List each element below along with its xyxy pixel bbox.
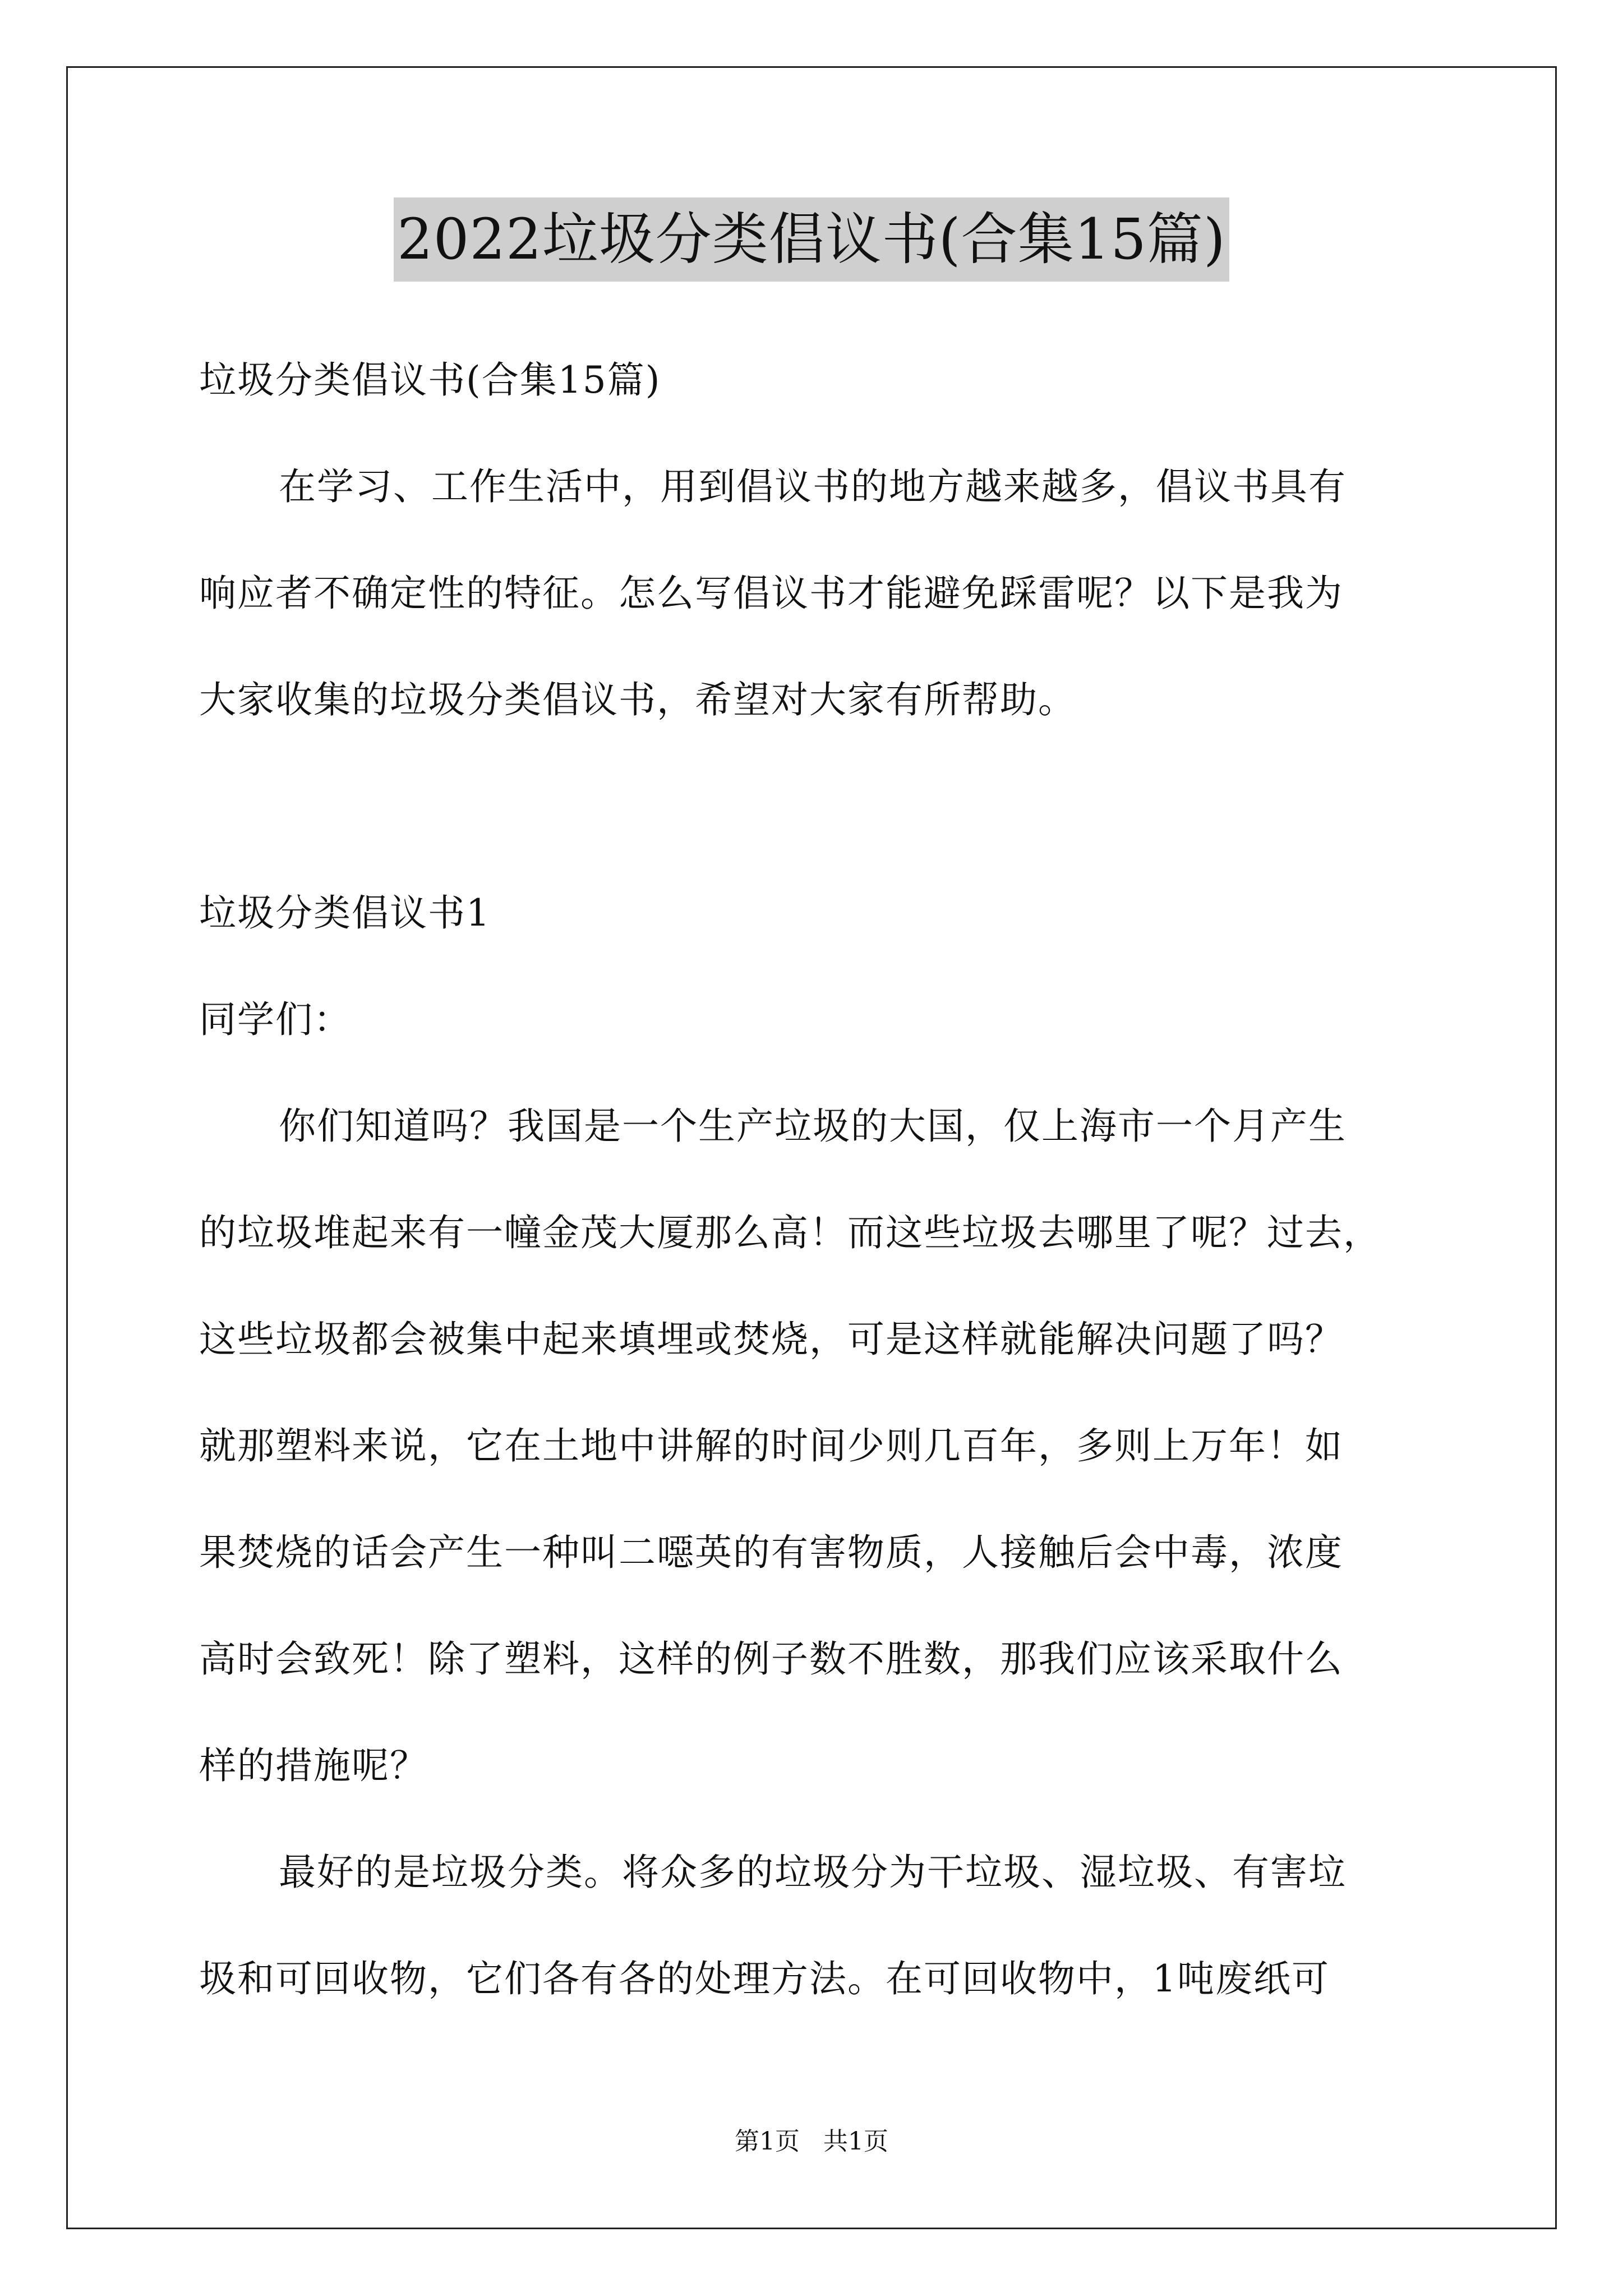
- paragraph1-line-4: 就那塑料来说，它在土地中讲解的时间少则几百年，多则上万年！如: [199, 1424, 1343, 1467]
- paragraph1-line-3: 这些垃圾都会被集中起来填埋或焚烧，可是这样就能解决问题了吗？: [199, 1318, 1343, 1361]
- intro-line-3: 大家收集的垃圾分类倡议书，希望对大家有所帮助。: [199, 678, 1076, 721]
- paragraph1-line-5: 果焚烧的话会产生一种叫二噁英的有害物质，人接触后会中毒，浓度: [199, 1531, 1343, 1574]
- intro-line-1: 在学习、工作生活中，用到倡议书的地方越来越多，倡议书具有: [279, 465, 1347, 508]
- salutation: 同学们：: [199, 998, 352, 1041]
- paragraph1-line-7: 样的措施呢？: [199, 1744, 428, 1787]
- intro-line-2: 响应者不确定性的特征。怎么写倡议书才能避免踩雷呢？以下是我为: [199, 572, 1343, 615]
- document-title: 2022垃圾分类倡议书(合集15篇): [394, 197, 1229, 282]
- paragraph1-line-1: 你们知道吗？我国是一个生产垃圾的大国，仅上海市一个月产生: [279, 1105, 1347, 1148]
- paragraph2-line-2: 圾和可回收物，它们各有各的处理方法。在可回收物中，1吨废纸可: [199, 1957, 1330, 2000]
- title-container: [0, 197, 1623, 282]
- paragraph1-line-2: 的垃圾堆起来有一幢金茂大厦那么高！而这些垃圾去哪里了呢？过去，: [199, 1211, 1381, 1254]
- document-subtitle: 垃圾分类倡议书(合集15篇): [199, 358, 661, 402]
- paragraph2-line-1: 最好的是垃圾分类。将众多的垃圾分为干垃圾、湿垃圾、有害垃: [279, 1851, 1347, 1894]
- section-heading: 垃圾分类倡议书1: [199, 891, 491, 935]
- page-footer: 第1页 共1页: [735, 2127, 888, 2156]
- paragraph1-line-6: 高时会致死！除了塑料，这样的例子数不胜数，那我们应该采取什么: [199, 1637, 1343, 1681]
